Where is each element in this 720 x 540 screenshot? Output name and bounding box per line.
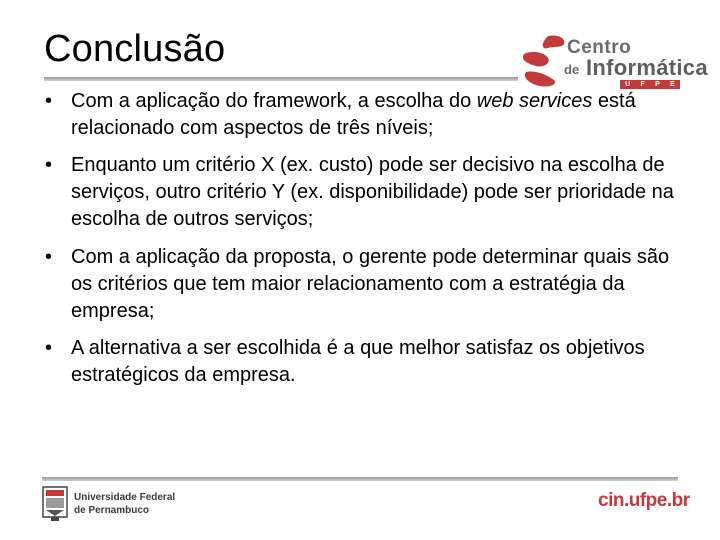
bullet-text: A alternativa a ser escolhida é a que melhor satisfaz os objetivos estratégicos da empresa. bbox=[71, 337, 645, 386]
footer-divider bbox=[42, 477, 678, 481]
bullet-text: Enquanto um critério X (ex. custo) pode ser decisivo na escolha de serviços, outro critério Y (ex. disponibilidade) pode ser prioridade na escolha de outros serviços; bbox=[71, 154, 674, 230]
bullet-text: está relacionado com aspectos de três níveis; bbox=[71, 90, 636, 139]
bullet-text: web services bbox=[476, 90, 593, 112]
university-line-1: Universidade Federal bbox=[74, 492, 176, 503]
logo-bar-letter: P bbox=[655, 81, 660, 88]
logo-informatica-text: Informática bbox=[586, 55, 708, 80]
university-line-2: de Pernambuco bbox=[74, 505, 150, 516]
logo-centro-text: Centro bbox=[567, 37, 632, 58]
ufpe-crest-icon bbox=[42, 486, 68, 522]
logo-bar-letter: U bbox=[625, 81, 631, 88]
logo-bar-letter: F bbox=[640, 81, 645, 88]
bullet-text: Com a aplicação da proposta, o gerente pode determinar quais são os critérios que tem maior relacionamento com a estratégia da empresa; bbox=[71, 246, 670, 322]
logo-de-text: de bbox=[564, 62, 580, 77]
bullet-item bbox=[44, 335, 694, 389]
university-name bbox=[74, 491, 175, 517]
slide-title: Conclusão bbox=[44, 28, 226, 70]
bullet-list bbox=[44, 88, 694, 399]
bullet-item bbox=[44, 244, 694, 325]
bullet-item bbox=[44, 152, 694, 233]
logo-bar-letter: E bbox=[670, 81, 675, 88]
site-url: cin.ufpe.br bbox=[598, 490, 690, 511]
bullet-item bbox=[44, 88, 694, 142]
title-divider bbox=[44, 77, 518, 81]
bullet-text: Com a aplicação do framework, a escolha do bbox=[71, 90, 477, 112]
